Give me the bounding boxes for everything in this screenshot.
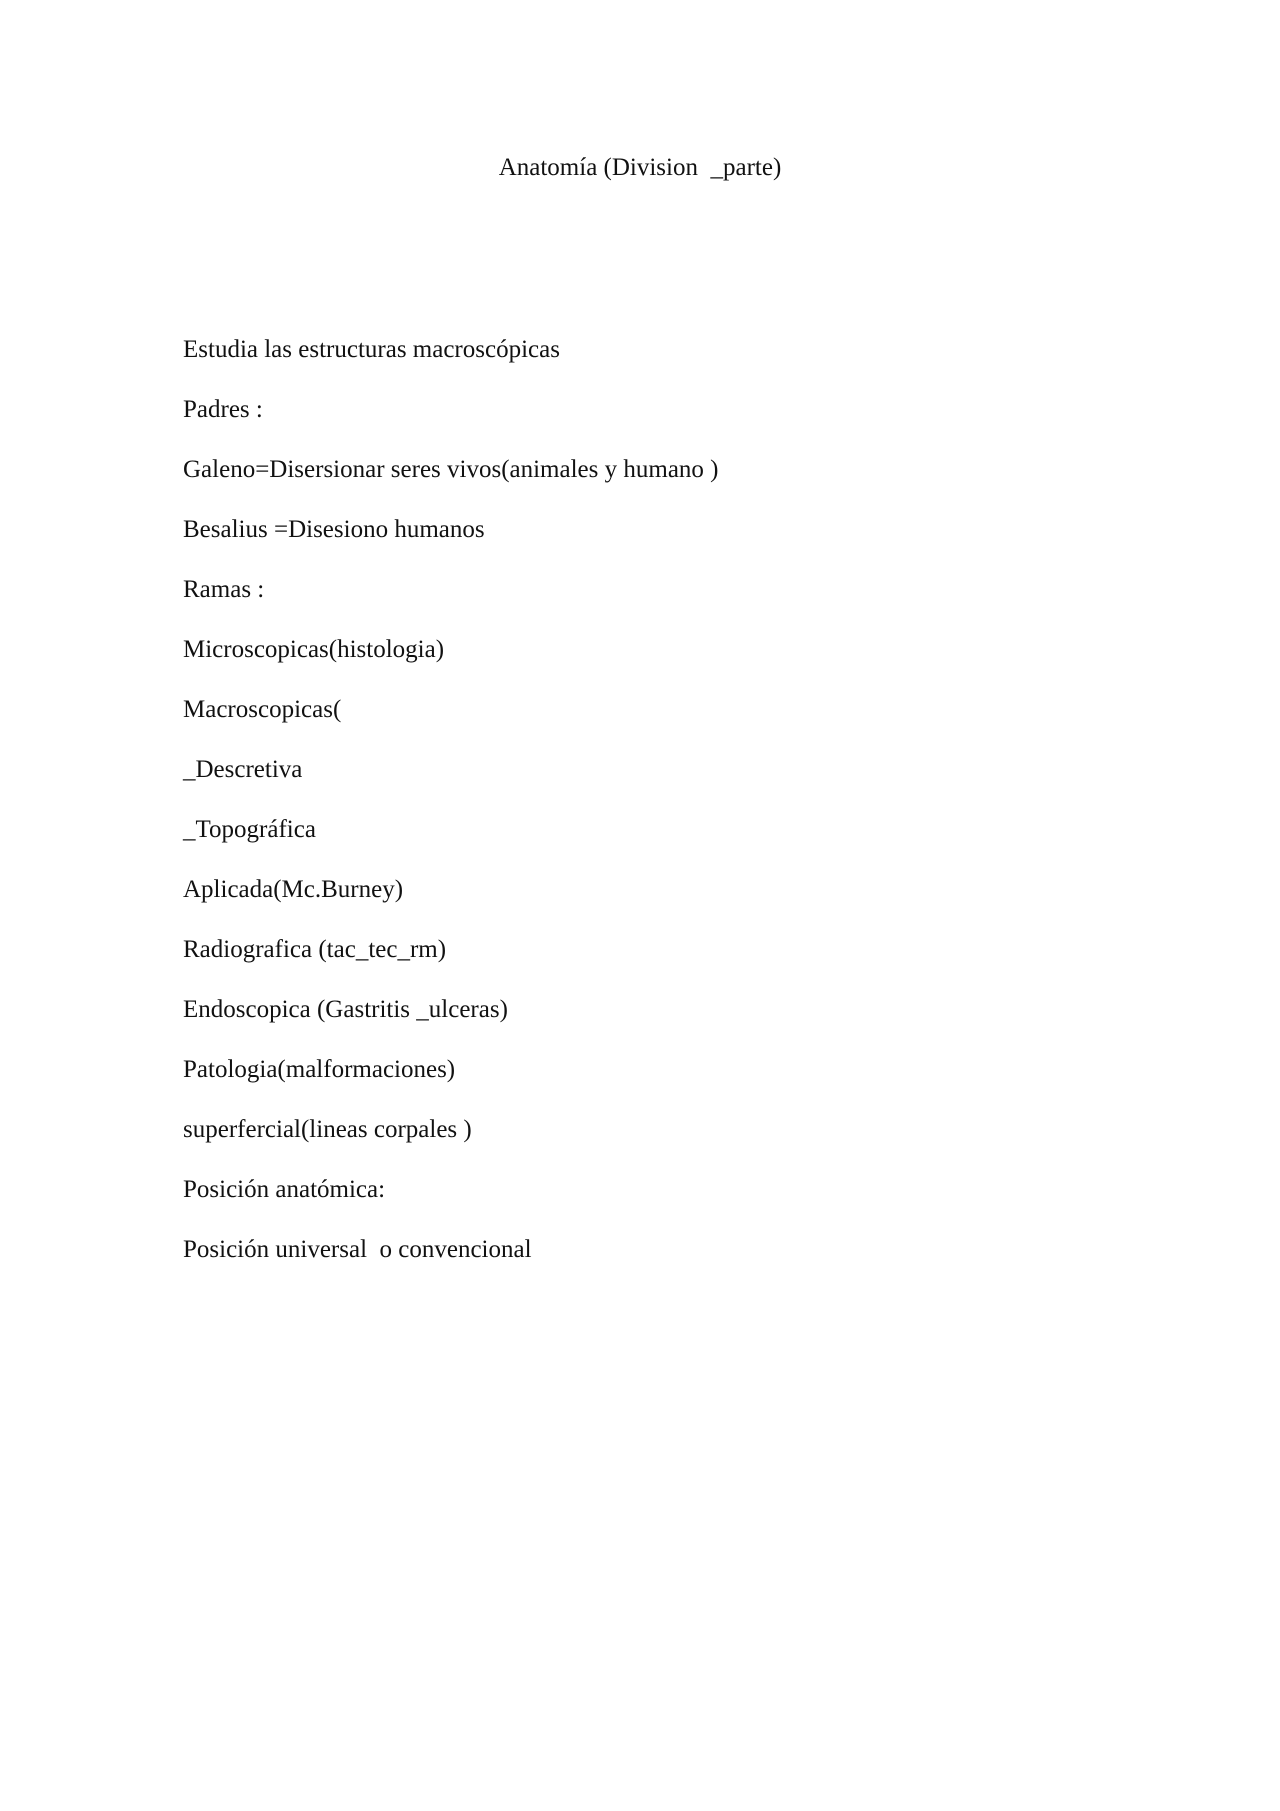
text-line: Posición anatómica: (183, 1176, 386, 1203)
text-line: _Descretiva (183, 756, 303, 783)
text-lines (183, 334, 1183, 1294)
text-line: Besalius =Disesiono humanos (183, 516, 485, 543)
text-line: Endoscopica (Gastritis _ulceras) (183, 996, 508, 1023)
text-line: Padres : (183, 396, 263, 423)
text-line: superfercial(lineas corpales ) (183, 1116, 472, 1143)
text-line: Macroscopicas( (183, 696, 342, 723)
text-line: Posición universal o convencional (183, 1236, 532, 1263)
text-line: _Topográfica (183, 816, 316, 843)
text-line: Patologia(malformaciones) (183, 1056, 456, 1083)
text-line: Galeno=Disersionar seres vivos(animales y humano ) (183, 456, 719, 483)
text-line: Ramas : (183, 576, 265, 603)
text-line: Microscopicas(histologia) (183, 636, 445, 663)
text-line: Estudia las estructuras macroscópicas (183, 336, 560, 363)
page-title: Anatomía (Division _parte) (498, 154, 782, 181)
text-line: Radiografica (tac_tec_rm) (183, 936, 447, 963)
text-line: Aplicada(Mc.Burney) (183, 876, 404, 903)
